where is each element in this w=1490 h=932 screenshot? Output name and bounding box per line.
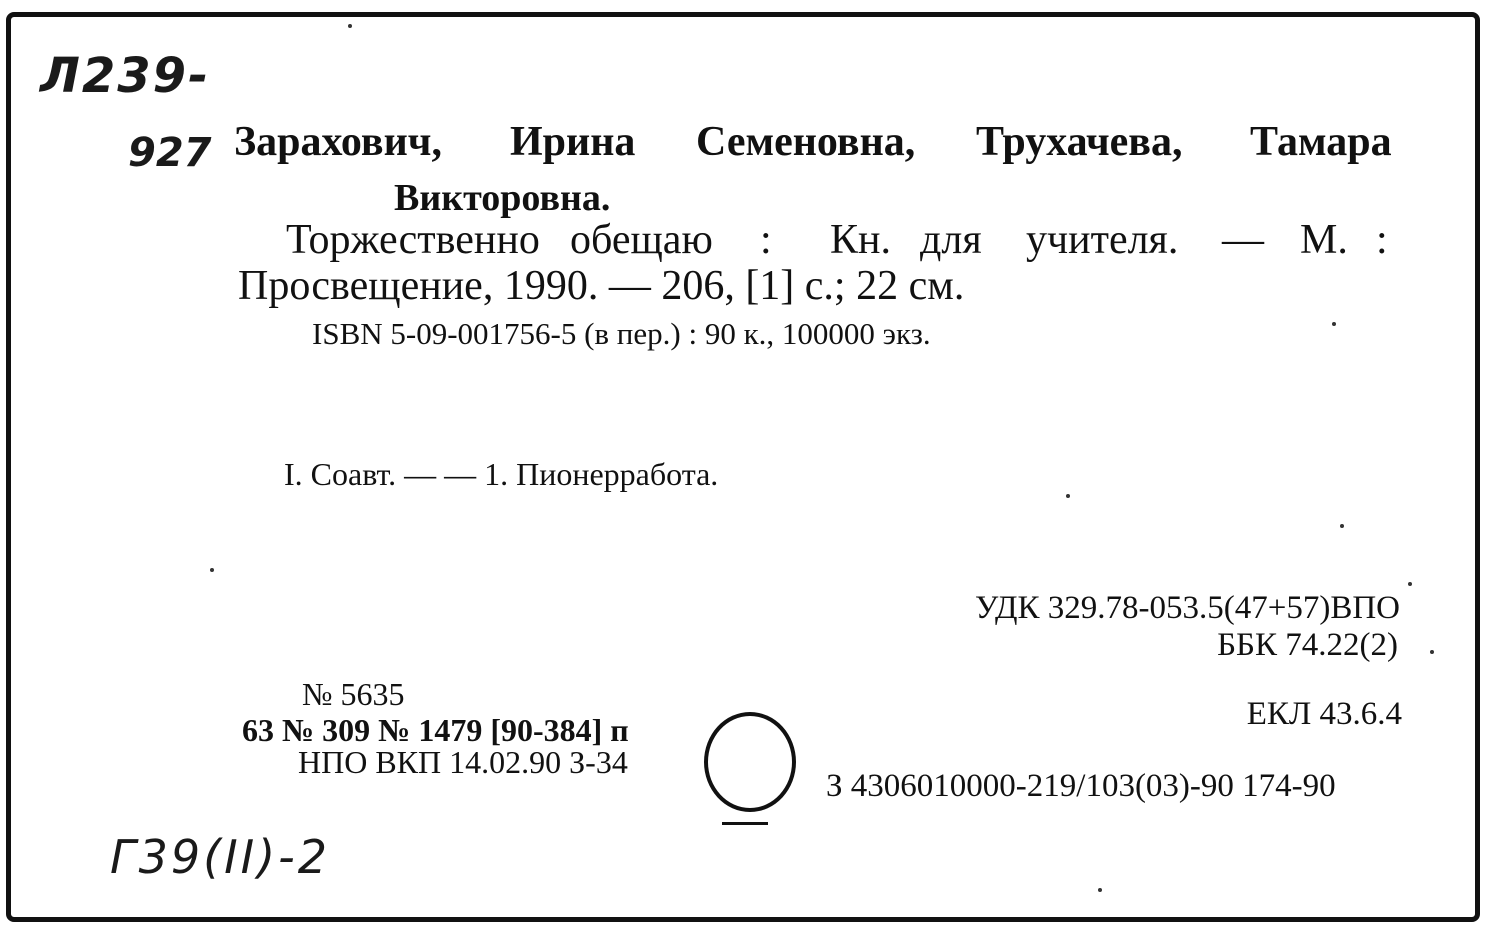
price-code: З 4306010000-219/103(03)-90 174-90 (826, 768, 1336, 804)
subject-headings: I. Соавт. — — 1. Пионерработа. (284, 456, 719, 492)
dust-speck (1098, 888, 1102, 892)
dust-speck (210, 568, 214, 572)
author-word: Тамара (1250, 119, 1392, 165)
title-word: М. (1300, 217, 1348, 263)
title-word: — (1222, 217, 1264, 263)
title-word: учителя. (1026, 217, 1179, 263)
title-word: Торжественно (286, 217, 540, 263)
dust-speck (348, 24, 352, 28)
udk-code: УДК 329.78-053.5(47+57)ВПО (974, 590, 1400, 626)
circle-stamp (704, 712, 796, 812)
printer-info: НПО ВКП 14.02.90 З-34 (298, 744, 628, 780)
ekl-code: ЕКЛ 43.6.4 (1246, 696, 1402, 732)
order-number: № 5635 (302, 676, 405, 712)
print-run-numbers: 63 № 309 № 1479 [90-384] п (242, 712, 629, 748)
title-word: : (1376, 217, 1388, 263)
call-number-line1: Л239- (40, 48, 210, 104)
title-word: : (760, 217, 772, 263)
title-word: обещаю (570, 217, 713, 263)
author-line2: Викторовна. (394, 177, 611, 219)
handwritten-note: Г39(II)-2 (110, 830, 331, 884)
isbn-line: ISBN 5-09-001756-5 (в пер.) : 90 к., 100000 экз. (312, 316, 931, 351)
author-word: Семеновна, (696, 119, 916, 165)
title-word: для (920, 217, 982, 263)
author-word: Зарахович, (234, 119, 442, 165)
call-number-line2: 927 (128, 130, 212, 176)
bbk-code: ББК 74.22(2) (1217, 627, 1398, 663)
dust-speck (1066, 494, 1070, 498)
dust-speck (1332, 322, 1336, 326)
dust-speck (1340, 524, 1344, 528)
author-word: Трухачева, (976, 119, 1183, 165)
imprint: Просвещение, 1990. — 206, [1] с.; 22 см. (238, 263, 965, 309)
title-word: Кн. (830, 217, 891, 263)
author-word: Ирина (510, 119, 636, 165)
dust-speck (1408, 582, 1412, 586)
stamp-underline (722, 822, 768, 825)
dust-speck (1430, 650, 1434, 654)
